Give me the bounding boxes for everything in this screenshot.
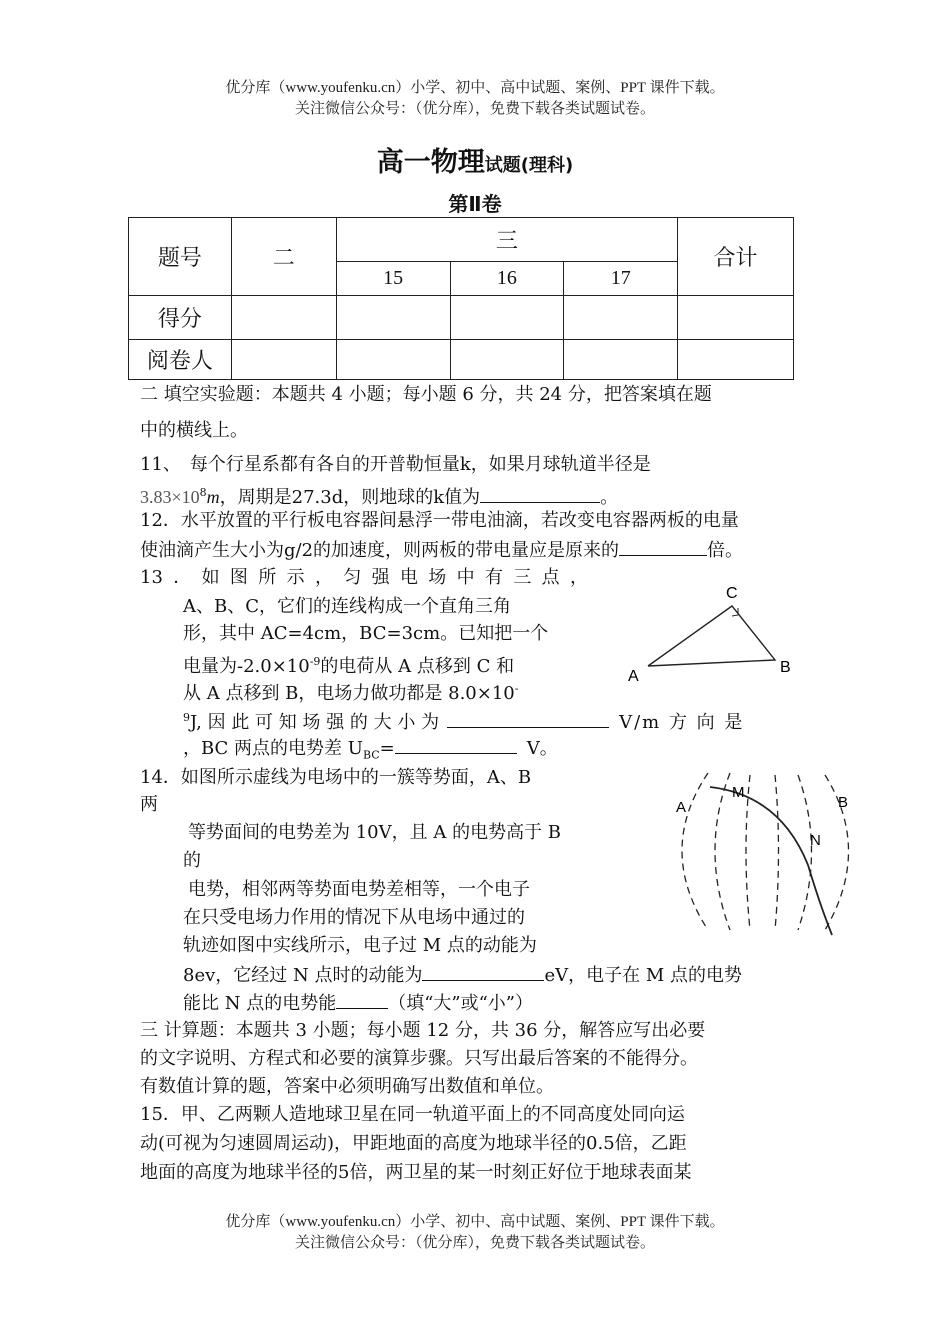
q14-line-6: 在只受电场力作用的情况下从电场中通过的 — [183, 907, 525, 928]
q13-line-4-b: 的电荷从 A 点移到 C 和 — [320, 656, 515, 677]
label-c: C — [726, 585, 738, 602]
section3-line-1: 三 计算题：本题共 3 小题；每小题 12 分，共 36 分，解答应写出必要 — [140, 1020, 706, 1041]
q14-line-5: 电势，相邻两等势面电势差相等，一个电子 — [188, 879, 530, 900]
row-grader-label: 阅卷人 — [129, 340, 232, 380]
grader-cell[interactable] — [336, 340, 450, 380]
q11-answer-blank[interactable] — [480, 484, 600, 503]
q13-voltage-blank[interactable] — [395, 735, 517, 754]
q13-exponent-2: - — [514, 682, 519, 695]
triangle-shape — [648, 606, 775, 666]
q13-line-5-a: 从 A 点移到 B，电场力做功都是 8.0×10 — [183, 683, 515, 704]
label-b: B — [780, 659, 791, 676]
q11-line-1: 11、 每个行星系都有各自的开普勒恒量k，如果月球轨道半径是 — [140, 454, 651, 475]
volume-label: 第Ⅱ卷 — [448, 192, 502, 216]
q14-line-2: 两 — [140, 794, 158, 815]
q14-line-4: 的 — [183, 850, 201, 871]
label-m: M — [732, 784, 745, 801]
q13-line-1 — [140, 566, 588, 590]
q13-line-7-c: V。 — [526, 738, 558, 759]
q13-line-7 — [183, 735, 558, 768]
q13-line-6 — [183, 706, 744, 735]
page-title — [0, 140, 950, 179]
row-score-label: 得分 — [129, 296, 232, 340]
q15-line-1: 15．甲、乙两颗人造地球卫星在同一轨道平面上的不同高度处同向运 — [140, 1104, 685, 1125]
q11-exponent: 8 — [199, 486, 207, 499]
grader-cell[interactable] — [564, 340, 678, 380]
q14-line-8-a: 8ev，它经过 N 点时的动能为 — [183, 965, 423, 986]
grader-cell[interactable] — [678, 340, 794, 380]
q11-formula: 3.83×10 — [140, 487, 200, 507]
q13-line-5 — [183, 677, 518, 706]
q13-exponent: -9 — [309, 655, 321, 668]
section2-line-1: 二 填空实验题：本题共 4 小题；每小题 6 分，共 24 分，把答案填在题 — [140, 384, 712, 405]
q13-line-7-a: ，BC 两点的电势差 U — [183, 738, 363, 759]
q14-equipotential-figure — [660, 765, 865, 940]
footer-line-2: 关注微信公众号：（优分库），免费下载各类试题试卷。 — [294, 1235, 655, 1251]
q13-line-6-unit: V/m 方 向 是 — [619, 712, 745, 733]
q13-line-6-text: J, 因 此 可 知 场 强 的 大 小 为 — [190, 712, 440, 733]
q13-field-blank[interactable] — [447, 709, 609, 728]
q12-text: 使油滴产生大小为g/2的加速度，则两板的带电量应是原来的 — [140, 540, 620, 561]
q12-line-2 — [140, 537, 743, 563]
title-main: 高一物理 — [376, 147, 485, 178]
score-table — [128, 217, 794, 380]
score-cell[interactable] — [678, 296, 794, 340]
header-q16: 16 — [450, 262, 564, 296]
score-cell[interactable] — [231, 296, 336, 340]
q12-end: 倍。 — [707, 540, 744, 561]
label-a: A — [628, 668, 639, 685]
q11-end: 。 — [600, 487, 619, 508]
q13-line-3: 形，其中 AC=4cm，BC=3cm。已知把一个 — [183, 623, 549, 644]
q13-exp-cont: 9 — [183, 711, 190, 724]
header-section-2: 二 — [231, 218, 336, 296]
q14-line-8-b: eV，电子在 M 点的电势 — [544, 965, 742, 986]
q13-line-7-b: = — [379, 738, 395, 759]
q14-line-1: 14．如图所示虚线为电场中的一簇等势面，A、B — [140, 767, 532, 788]
equipotential-line — [682, 773, 708, 930]
q14-line-7: 轨迹如图中实线所示，电子过 M 点的动能为 — [183, 935, 537, 956]
header-line-1: 优分库（www.youfenku.cn）小学、初中、高中试题、案例、PPT 课件下载。 — [225, 80, 725, 96]
q14-energy-blank[interactable] — [422, 962, 544, 981]
q14-line-9-b: （填“大”或“小”） — [388, 993, 534, 1014]
footer-line-1: 优分库（www.youfenku.cn）小学、初中、高中试题、案例、PPT 课件下载。 — [225, 1214, 725, 1230]
q13-triangle-figure — [620, 578, 810, 688]
q13-line-1-text: 13．如图所示，匀强电场中有三点， — [140, 567, 588, 588]
equipotential-line — [715, 773, 730, 930]
q14-line-3: 等势面间的电势差为 10V，且 A 的电势高于 B — [188, 822, 562, 843]
header-section-3: 三 — [336, 218, 677, 262]
q14-line-9 — [183, 990, 533, 1016]
q13-line-2: A、B、C，它们的连线构成一个直角三角 — [183, 596, 511, 617]
header-total: 合计 — [678, 218, 794, 296]
grader-cell[interactable] — [450, 340, 564, 380]
label-a: A — [676, 799, 687, 816]
grader-cell[interactable] — [231, 340, 336, 380]
equipotential-line — [775, 775, 779, 930]
title-sub: 试题(理科) — [484, 155, 574, 176]
header-question-number: 题号 — [129, 218, 232, 296]
q14-line-9-a: 能比 N 点的电势能 — [183, 993, 337, 1014]
q13-line-4 — [183, 650, 514, 679]
label-n: N — [810, 832, 821, 849]
equipotential-line — [798, 775, 812, 930]
label-b: B — [838, 794, 849, 811]
header-line-2: 关注微信公众号：（优分库），免费下载各类试题试卷。 — [294, 101, 655, 117]
q13-subscript: BC — [362, 748, 380, 762]
q11-line-2 — [140, 481, 618, 510]
q15-line-2: 动(可视为匀速圆周运动)，甲距地面的高度为地球半径的0.5倍，乙距 — [140, 1133, 687, 1154]
q12-line-1: 12．水平放置的平行板电容器间悬浮一带电油滴，若改变电容器两板的电量 — [140, 510, 739, 531]
header-q15: 15 — [336, 262, 450, 296]
header-q17: 17 — [564, 262, 678, 296]
q13-line-4-a: 电量为-2.0×10 — [183, 656, 310, 677]
q11-text: ，周期是27.3d，则地球的k值为 — [219, 487, 481, 508]
q12-answer-blank[interactable] — [619, 537, 707, 556]
score-cell[interactable] — [450, 296, 564, 340]
section3-line-3: 有数值计算的题，答案中必须明确写出数值和单位。 — [140, 1076, 554, 1097]
q14-line-8 — [183, 962, 742, 988]
q11-unit: m — [206, 487, 220, 507]
q14-compare-blank[interactable] — [336, 990, 388, 1009]
score-cell[interactable] — [564, 296, 678, 340]
electron-trajectory — [710, 787, 832, 935]
score-cell[interactable] — [336, 296, 450, 340]
q15-line-3: 地面的高度为地球半径的5倍，两卫星的某一时刻正好位于地球表面某 — [140, 1162, 692, 1183]
section2-line-2: 中的横线上。 — [140, 420, 248, 441]
section3-line-2: 的文字说明、方程式和必要的演算步骤。只写出最后答案的不能得分。 — [140, 1048, 698, 1069]
